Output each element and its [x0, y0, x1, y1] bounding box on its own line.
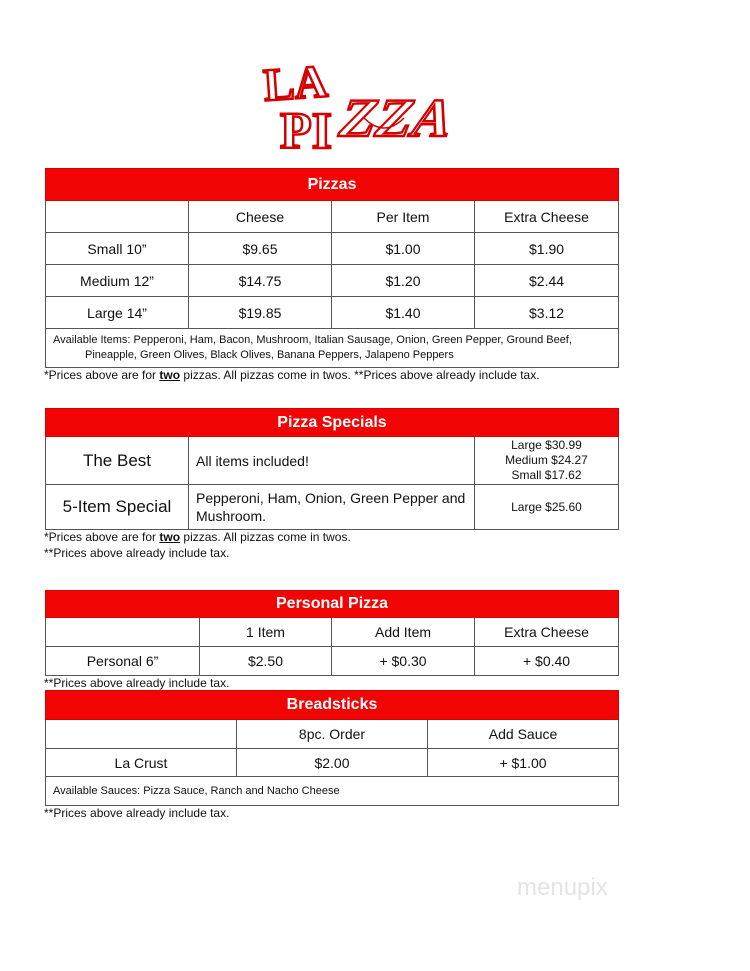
size-cell: Personal 6” [46, 647, 200, 676]
special-prices: Large $25.60 [475, 485, 619, 530]
specials-tax-note: **Prices above already include tax. [44, 546, 230, 560]
size-cell: Medium 12” [46, 265, 189, 297]
special-name: The Best [46, 437, 189, 485]
column-header: 8pc. Order [237, 720, 428, 749]
breadsticks-table [45, 690, 619, 806]
specials-table [45, 408, 619, 530]
item-cell: La Crust [46, 749, 237, 777]
size-cell: Small 10” [46, 233, 189, 265]
pizzas-title: Pizzas [46, 169, 619, 201]
special-desc: All items included! [189, 437, 475, 485]
personal-table [45, 590, 619, 676]
breadsticks-title: Breadsticks [46, 691, 619, 720]
price-cell: + $1.00 [428, 749, 619, 777]
price-cell: $2.44 [475, 265, 619, 297]
table-row [46, 749, 619, 777]
personal-title: Personal Pizza [46, 591, 619, 618]
column-header: 1 Item [200, 618, 332, 647]
table-row [46, 647, 619, 676]
price-cell: $9.65 [189, 233, 332, 265]
price-cell: $1.00 [332, 233, 475, 265]
table-row [46, 265, 619, 297]
column-header [46, 618, 200, 647]
size-cell: Large 14” [46, 297, 189, 329]
column-header [46, 720, 237, 749]
available-items [46, 329, 619, 368]
special-desc: Pepperoni, Ham, Onion, Green Pepper and Mushroom. [189, 485, 475, 530]
available-items-line: Pineapple, Green Olives, Black Olives, Banana Peppers, Jalapeno Peppers [85, 349, 454, 361]
svg-text:PI: PI [280, 103, 332, 160]
price-cell: $1.90 [475, 233, 619, 265]
breadsticks-note: **Prices above already include tax. [44, 806, 230, 820]
price-cell: $1.40 [332, 297, 475, 329]
specials-note: *Prices above are for two pizzas. All pizzas come in twos. [44, 530, 351, 544]
svg-text:ZZA: ZZA [331, 88, 462, 148]
svg-text:LA: LA [261, 55, 330, 111]
table-row [46, 297, 619, 329]
table-row [46, 233, 619, 265]
price-cell: + $0.40 [475, 647, 619, 676]
table-row [46, 485, 619, 530]
column-header: Cheese [189, 201, 332, 233]
table-row [46, 437, 619, 485]
column-header: Extra Cheese [475, 201, 619, 233]
column-header [46, 201, 189, 233]
available-sauces: Available Sauces: Pizza Sauce, Ranch and Nacho Cheese [46, 777, 619, 806]
column-header: Extra Cheese [475, 618, 619, 647]
price-cell: $1.20 [332, 265, 475, 297]
available-items-line: Available Items: Pepperoni, Ham, Bacon, Mushroom, Italian Sausage, Onion, Green Pepper, Ground Beef, [53, 334, 572, 346]
price-cell: $19.85 [189, 297, 332, 329]
price-cell: $14.75 [189, 265, 332, 297]
pizzas-table [45, 168, 619, 368]
column-header: Add Sauce [428, 720, 619, 749]
price-cell: + $0.30 [332, 647, 475, 676]
special-name: 5-Item Special [46, 485, 189, 530]
specials-title: Pizza Specials [46, 409, 619, 437]
watermark: menupix [517, 874, 608, 901]
price-cell: $2.00 [237, 749, 428, 777]
la-pizza-logo [261, 48, 462, 160]
special-prices: Large $30.99 Medium $24.27 Small $17.62 [475, 437, 619, 485]
pizzas-note: *Prices above are for two pizzas. All pizzas come in twos. **Prices above already include tax. [44, 368, 540, 382]
column-header: Per Item [332, 201, 475, 233]
price-cell: $2.50 [200, 647, 332, 676]
personal-note: **Prices above already include tax. [44, 676, 230, 690]
column-header: Add Item [332, 618, 475, 647]
price-cell: $3.12 [475, 297, 619, 329]
